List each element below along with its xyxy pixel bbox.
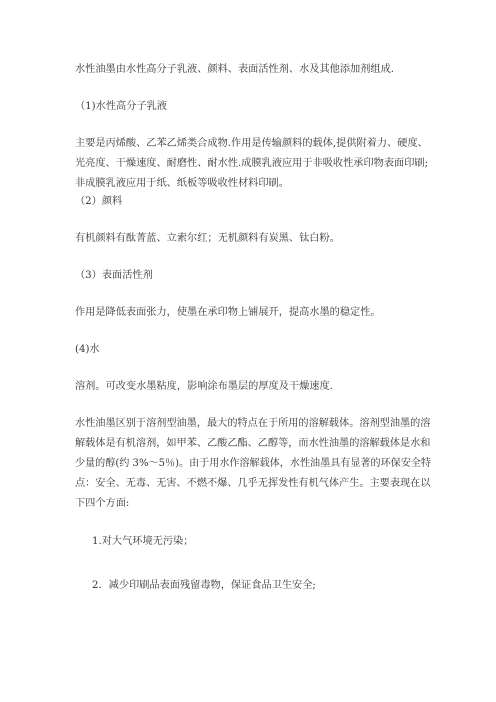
comparison-line: 水性油墨区别于溶剂型油墨，最大的特点在于所用的溶解载体。溶剂型油墨的溶: [75, 418, 431, 429]
section-1-line: 非成膜乳液应用于纸、纸板等吸收性材料印刷。: [75, 178, 289, 189]
section-2-body: 有机颜料有酞菁蓝、立索尔红；无机颜料有炭黑、钛白粉。: [75, 233, 340, 244]
intro-paragraph: 水性油墨由水性高分子乳液、颜料、表面活性剂、水及其他添加剂组成.: [75, 64, 395, 75]
comparison-paragraph: [75, 414, 431, 514]
section-1-line: 光亮度、干燥速度、耐磨性、耐水性.成膜乳液应用于非吸收性承印物表面印刷;: [75, 158, 429, 169]
section-3-body: 作用是降低表面张力，使墨在承印物上铺展开，提高水墨的稳定性。: [75, 307, 381, 318]
section-2-heading: （2）颜料: [75, 196, 123, 207]
section-4-body: 溶剂。可改变水墨粘度，影响涂布墨层的厚度及干燥速度.: [75, 381, 333, 392]
list-item-2: 2．减少印刷品表面残留毒物，保证食品卫生安全;: [92, 580, 316, 591]
list-item-1: 1.对大气环境无污染；: [92, 536, 194, 547]
section-3-heading: （3）表面活性剂: [75, 270, 153, 281]
section-1-heading: （1)水性高分子乳液: [75, 101, 167, 112]
section-1-body: [75, 134, 431, 194]
section-4-heading: (4)水: [75, 344, 100, 355]
section-1-line: 主要是丙烯酸、乙苯乙烯类合成物.作用是传输颜料的载体,提供附着力、硬度、: [75, 138, 428, 149]
comparison-line: 点：安全、无毒、无害、不燃不爆、几乎无挥发性有机气体产生。主要表现在以: [75, 478, 431, 489]
comparison-line: 少量的醇(约 3%～5％)。由于用水作溶解载体，水性油墨具有显著的环保安全特: [75, 458, 431, 469]
comparison-line: 解载体是有机溶剂，如甲苯、乙酸乙酯、乙醇等，而水性油墨的溶解载体是水和: [75, 438, 431, 449]
comparison-line: 下四个方面:: [75, 498, 130, 509]
